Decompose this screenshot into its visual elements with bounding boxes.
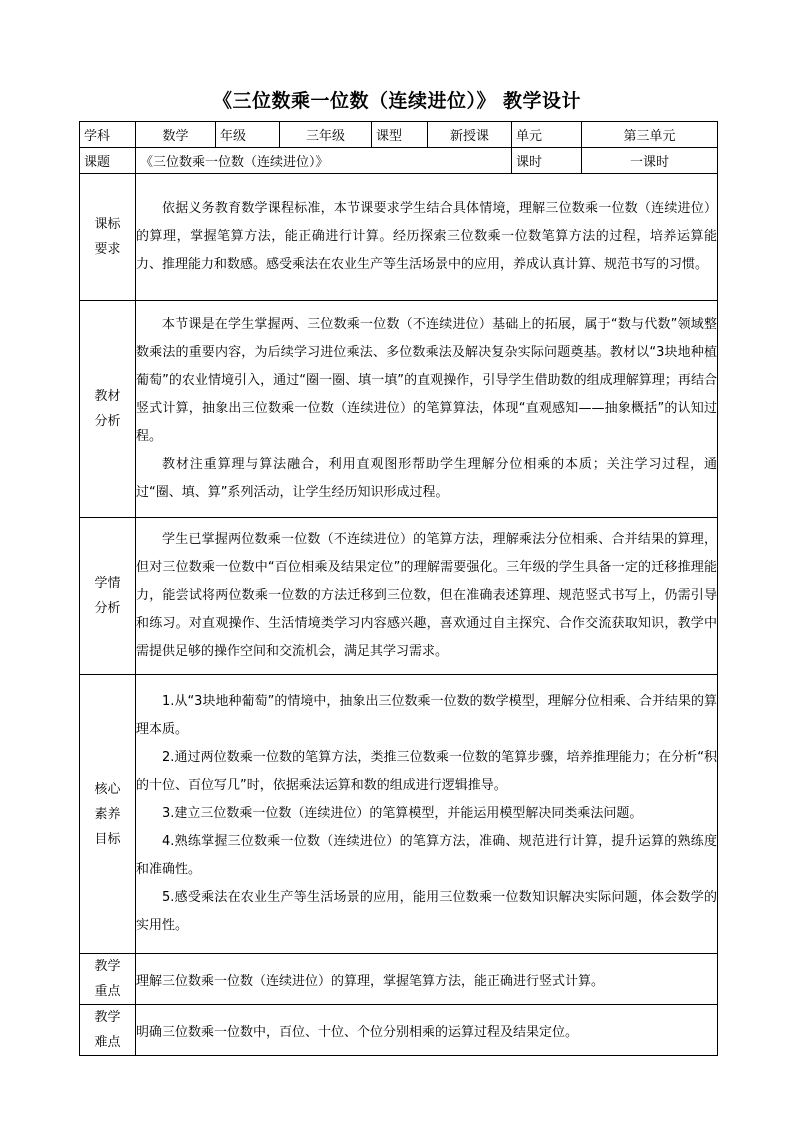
- goal-item: 3.建立三位数乘一位数（连续进位）的笔算模型，并能运用模型解决同类乘法问题。: [162, 806, 643, 821]
- key-points-content: 理解三位数乘一位数（连续进位）的算理，掌握笔算方法，能正确进行竖式计算。: [136, 954, 718, 1005]
- difficulties-content: 明确三位数乘一位数中，百位、十位、个位分别相乘的运算过程及结果定位。: [136, 1005, 718, 1056]
- textbook-content: [136, 301, 718, 518]
- textbook-row: [80, 301, 718, 518]
- topic-row: [80, 148, 718, 174]
- subject-value: 数学: [136, 122, 216, 148]
- key-points-label-line1: 教学: [94, 959, 121, 974]
- students-label: [80, 518, 136, 675]
- lesson-type-label: 课型: [372, 122, 428, 148]
- page-title: 《三位数乘一位数（连续进位）》 教学设计: [212, 90, 582, 112]
- lesson-type-value: 新授课: [428, 122, 512, 148]
- difficulties-label: [80, 1005, 136, 1056]
- goals-row: [80, 675, 718, 954]
- goals-label: [80, 675, 136, 954]
- header-row: [80, 122, 718, 148]
- standards-row: [80, 174, 718, 301]
- unit-value: 第三单元: [582, 122, 718, 148]
- students-content: [136, 518, 718, 675]
- key-points-row: [80, 954, 718, 1005]
- goal-item: 4.熟练掌握三位数乘一位数（连续进位）的笔算方法，准确、规范进行计算，提升运算的熟练度和准确性。: [136, 834, 717, 877]
- standards-label-line2: 要求: [94, 242, 121, 257]
- goals-content: [136, 675, 718, 954]
- topic-value: 《三位数乘一位数（连续进位）》: [136, 148, 512, 174]
- topic-label: 课题: [80, 148, 136, 174]
- goals-label-line3: 目标: [94, 831, 121, 847]
- standards-label-line1: 课标: [94, 217, 121, 232]
- difficulties-row: [80, 1005, 718, 1056]
- textbook-label: [80, 301, 136, 518]
- goals-label-line2: 素养: [94, 806, 121, 822]
- textbook-label-line2: 分析: [94, 414, 121, 429]
- goals-label-line1: 核心: [94, 781, 121, 797]
- textbook-paragraph: 教材注重算理与算法融合，利用直观图形帮助学生理解分位相乘的本质；关注学习过程，通过“圈、填、算”系列活动，让学生经历知识形成过程。: [136, 457, 717, 500]
- students-row: [80, 518, 718, 675]
- period-label: 课时: [512, 148, 582, 174]
- grade-label: 年级: [216, 122, 280, 148]
- grade-value: 三年级: [280, 122, 372, 148]
- period-value: 一课时: [582, 148, 718, 174]
- goal-item: 1.从“3块地种葡萄”的情境中，抽象出三位数乘一位数的数学模型，理解分位相乘、合并结果的算理本质。: [136, 694, 717, 737]
- standards-content: [136, 174, 718, 301]
- goal-item: 2.通过两位数乘一位数的笔算方法，类推三位数乘一位数的笔算步骤，培养推理能力；在分析“积的十位、百位写几”时，依据乘法运算和数的组成进行逻辑推导。: [136, 750, 717, 793]
- key-points-label: [80, 954, 136, 1005]
- standards-paragraph: 依据义务教育数学课程标准，本节课要求学生结合具体情境，理解三位数乘一位数（连续进位）的算理，掌握笔算方法，能正确进行计算。经历探索三位数乘一位数笔算方法的过程，培养运算能力、推理能力和数感。感受乘法在农业生产等生活场景中的应用，养成认真计算、规范书写的习惯。: [136, 201, 717, 272]
- textbook-paragraph: 本节课是在学生掌握两、三位数乘一位数（不连续进位）基础上的拓展，属于“数与代数”领域整数乘法的重要内容，为后续学习进位乘法、多位数乘法及解决复杂实际问题奠基。教材以“3块地种植葡萄”的农业情境引入，通过“圈一圈、填一填”的直观操作，引导学生借助数的组成理解算理；再结合竖式计算，抽象出三位数乘一位数（连续进位）的笔算算法，体现“直观感知——抽象概括”的认知过程。: [136, 317, 717, 444]
- students-label-line2: 分析: [94, 601, 121, 616]
- standards-label: [80, 174, 136, 301]
- textbook-label-line1: 教材: [94, 389, 121, 404]
- goal-item: 5.感受乘法在农业生产等生活场景的应用，能用三位数乘一位数知识解决实际问题，体会数学的实用性。: [136, 890, 717, 933]
- lesson-plan-table: [79, 121, 718, 1056]
- difficulties-label-line1: 教学: [94, 1010, 121, 1025]
- key-points-label-line2: 重点: [94, 984, 121, 999]
- students-paragraph: 学生已掌握两位数乘一位数（不连续进位）的笔算方法，理解乘法分位相乘、合并结果的算理，但对三位数乘一位数中“百位相乘及结果定位”的理解需要强化。三年级的学生具备一定的迁移推理能力，能尝试将两位数乘一位数的方法迁移到三位数，但在准确表述算理、规范竖式书写上，仍需引导和练习。对直观操作、生活情境类学习内容感兴趣，喜欢通过自主探究、合作交流获取知识，教学中需提供足够的操作空间和交流机会，满足其学习需求。: [136, 532, 717, 659]
- subject-label: 学科: [80, 122, 136, 148]
- unit-label: 单元: [512, 122, 582, 148]
- students-label-line1: 学情: [94, 576, 121, 591]
- difficulties-label-line2: 难点: [94, 1035, 121, 1050]
